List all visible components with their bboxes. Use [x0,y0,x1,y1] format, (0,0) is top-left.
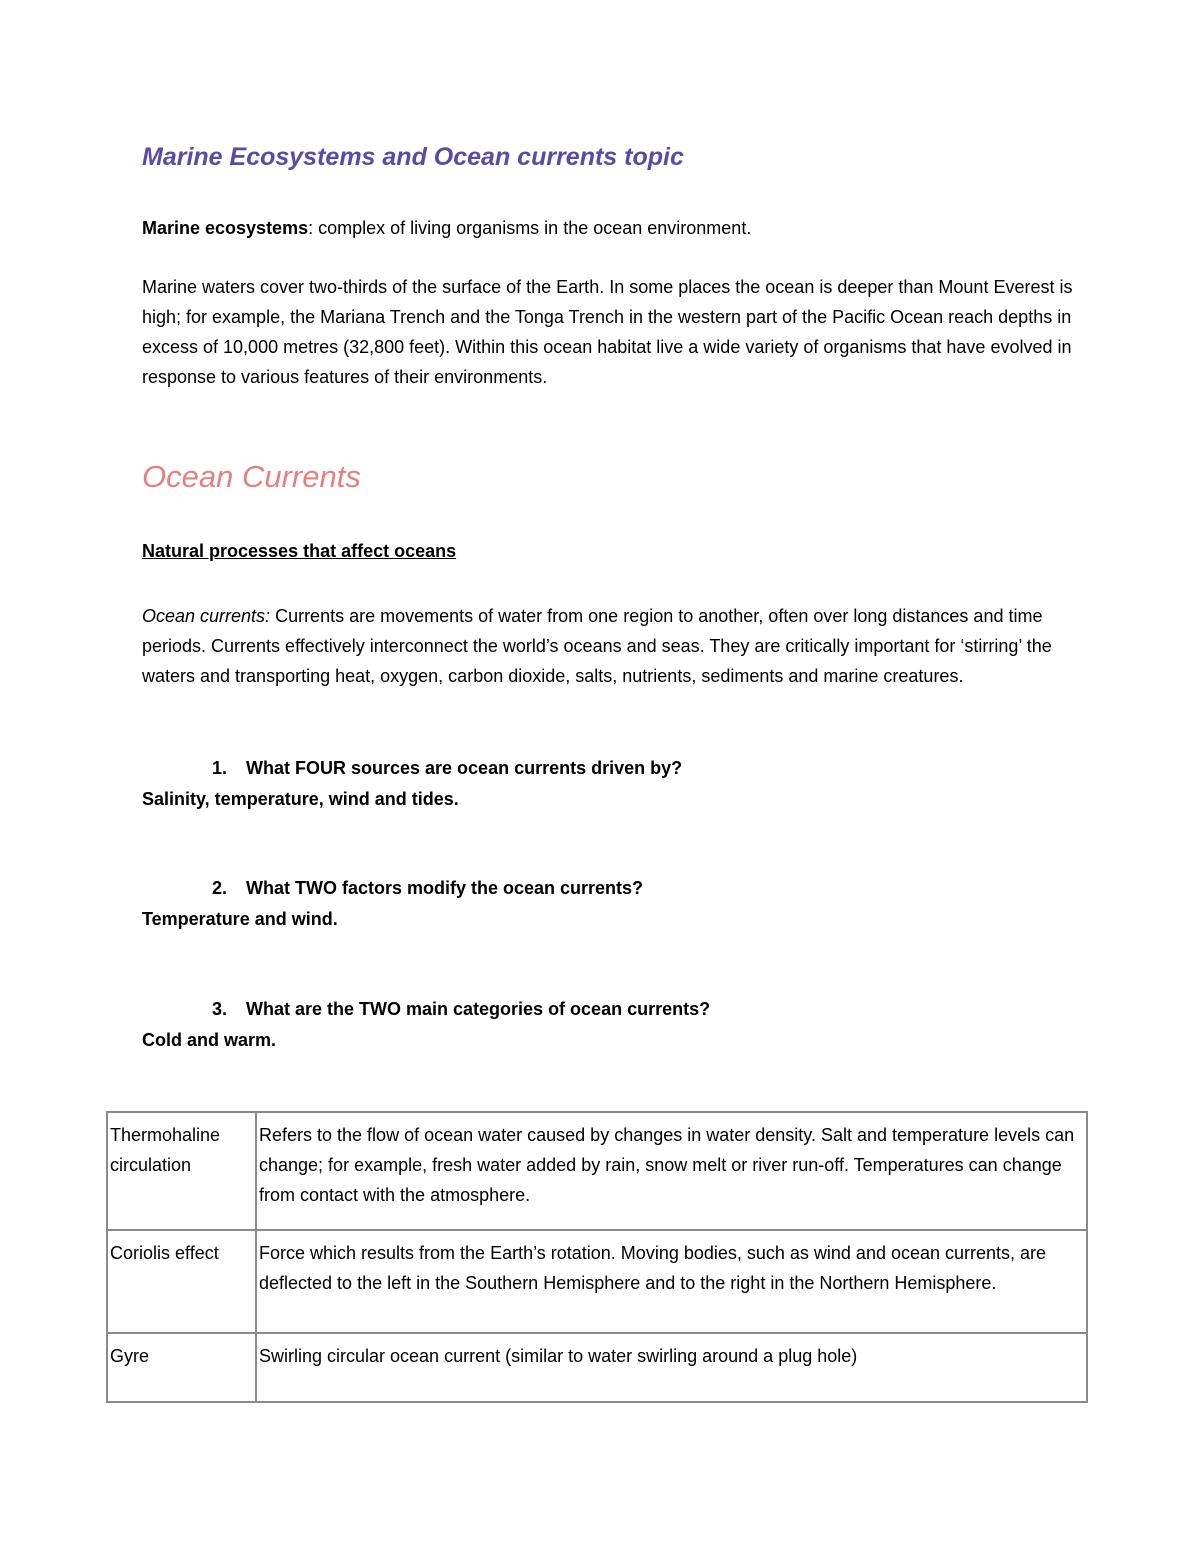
ocean-currents-paragraph [142,601,1082,691]
question-3 [142,994,1082,1024]
ocean-currents-text: Currents are movements of water from one region to another, often over long distances and time periods. Currents effectively interconnect the world’s oceans and seas. They are critically important for ‘stirring’ the waters and transporting heat, oxygen, carbon dioxide, salts, nutrients, sediments and marine creatures. [142,606,1052,686]
marine-ecosystems-definition [142,213,1082,243]
marine-ecosystems-term: Marine ecosystems [142,218,309,238]
intro-paragraph: Marine waters cover two-thirds of the surface of the Earth. In some places the ocean is deeper than Mount Everest is high; for example, the Mariana Trench and the Tonga Trench in the western part of the Pacific Ocean reach depths in excess of 10,000 metres (32,800 feet). Within this ocean habitat live a wide variety of organisms that have evolved in response to various features of their environments. [142,277,1073,387]
table-definition-cell: Swirling circular ocean current (similar to water swirling around a plug hole) [256,1333,1087,1402]
question-2 [142,873,1082,903]
table-term-cell: Coriolis effect [107,1230,256,1333]
answer-3: Cold and warm. [142,1030,277,1050]
question-number: 2. [212,878,228,898]
question-1 [142,753,1082,783]
table-definition-cell: Refers to the flow of ocean water caused by changes in water density. Salt and temperature levels can change; for example, fresh water added by rain, snow melt or river run-off. Temperatures can change from contact with the atmosphere. [256,1112,1087,1230]
marine-ecosystems-text: : complex of living organisms in the ocean environment. [308,218,752,238]
table-term-cell: Thermohaline circulation [107,1112,256,1230]
page-title: Marine Ecosystems and Ocean currents topic [142,143,684,171]
section-title: Ocean Currents [142,459,361,494]
table-term-cell: Gyre [107,1333,256,1402]
table-definition-cell: Force which results from the Earth’s rotation. Moving bodies, such as wind and ocean currents, are deflected to the left in the Southern Hemisphere and to the right in the Northern Hemisphere. [256,1230,1087,1333]
question-text: What FOUR sources are ocean currents driven by? [246,758,683,778]
question-number: 1. [212,758,228,778]
table-row [107,1112,1087,1230]
table-row [107,1333,1087,1402]
question-text: What are the TWO main categories of ocean currents? [246,999,711,1019]
subheading: Natural processes that affect oceans [142,541,457,561]
definitions-table [106,1111,1088,1403]
ocean-currents-term: Ocean currents: [142,606,271,626]
answer-2: Temperature and wind. [142,909,338,929]
question-text: What TWO factors modify the ocean currents? [246,878,644,898]
table-row [107,1230,1087,1333]
question-number: 3. [212,999,228,1019]
answer-1: Salinity, temperature, wind and tides. [142,789,459,809]
